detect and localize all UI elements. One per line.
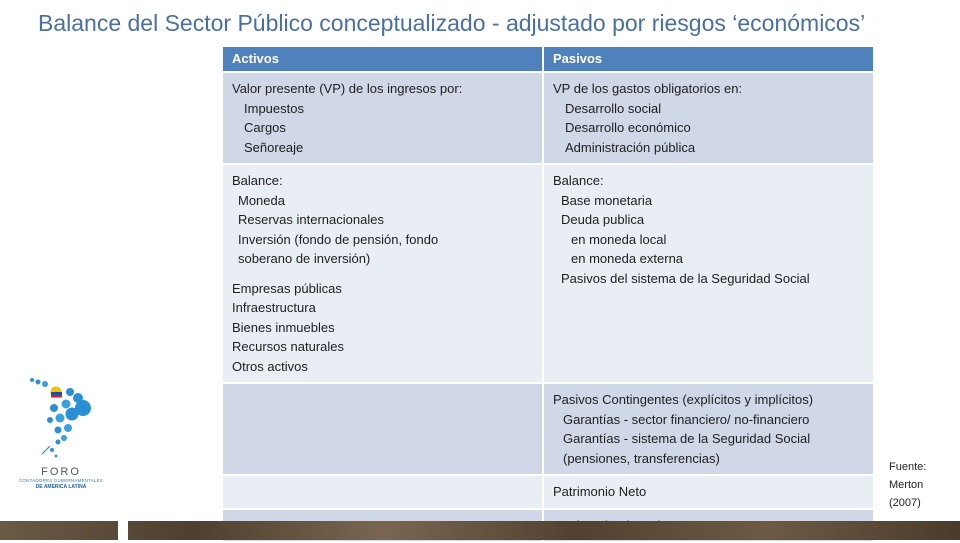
balance-sheet-table xyxy=(221,45,875,543)
liabilities-cell: VP de los gastos obligatorios en: Desarrollo social Desarrollo económico Administración pública xyxy=(543,72,874,164)
source-year: (2007) xyxy=(889,497,921,509)
source-label: Fuente: xyxy=(889,461,927,473)
assets-cell-empty xyxy=(222,383,543,475)
source-author: Merton xyxy=(889,479,924,491)
assets-cell: Balance: Moneda Reservas internacionales Inversión (fondo de pensión, fondo soberano de inversión) Empresas públicas Infraestructura Bienes inmuebles Recursos naturales Otros activos xyxy=(222,164,543,383)
logo-name: FORO xyxy=(41,466,81,478)
liabilities-cell: Patrimonio Neto xyxy=(543,475,874,509)
assets-cell-empty xyxy=(222,475,543,509)
liabilities-cell: Balance: Base monetaria Deuda publica en moneda local en moneda externa Pasivos del sistema de la Seguridad Social xyxy=(543,164,874,383)
liabilities-cell: Pasivos Contingentes (explícitos y implícitos) Garantías - sector financiero/ no-financiero Garantías - sistema de la Seguridad Social (pensiones, transferencias) xyxy=(543,383,874,475)
logo-subtitle: CONTADORES GUBERNAMENTALES xyxy=(18,478,104,483)
ground-gap xyxy=(118,521,128,540)
table-row xyxy=(222,383,874,475)
logo-subtitle-2: DE AMERICA LATINA xyxy=(35,484,87,490)
table-row xyxy=(222,475,874,509)
header-pasivos: Pasivos xyxy=(543,46,874,72)
slide-title: Balance del Sector Público conceptualizado - adjustado por riesgos ‘económicos’ xyxy=(38,10,866,36)
table-row xyxy=(222,164,874,383)
table-row xyxy=(222,72,874,164)
assets-cell: Valor presente (VP) de los ingresos por: Impuestos Cargos Señoreaje xyxy=(222,72,543,164)
logo-text xyxy=(14,466,108,490)
ground-strip xyxy=(0,521,960,540)
header-activos: Activos xyxy=(222,46,543,72)
source-note xyxy=(889,458,949,512)
